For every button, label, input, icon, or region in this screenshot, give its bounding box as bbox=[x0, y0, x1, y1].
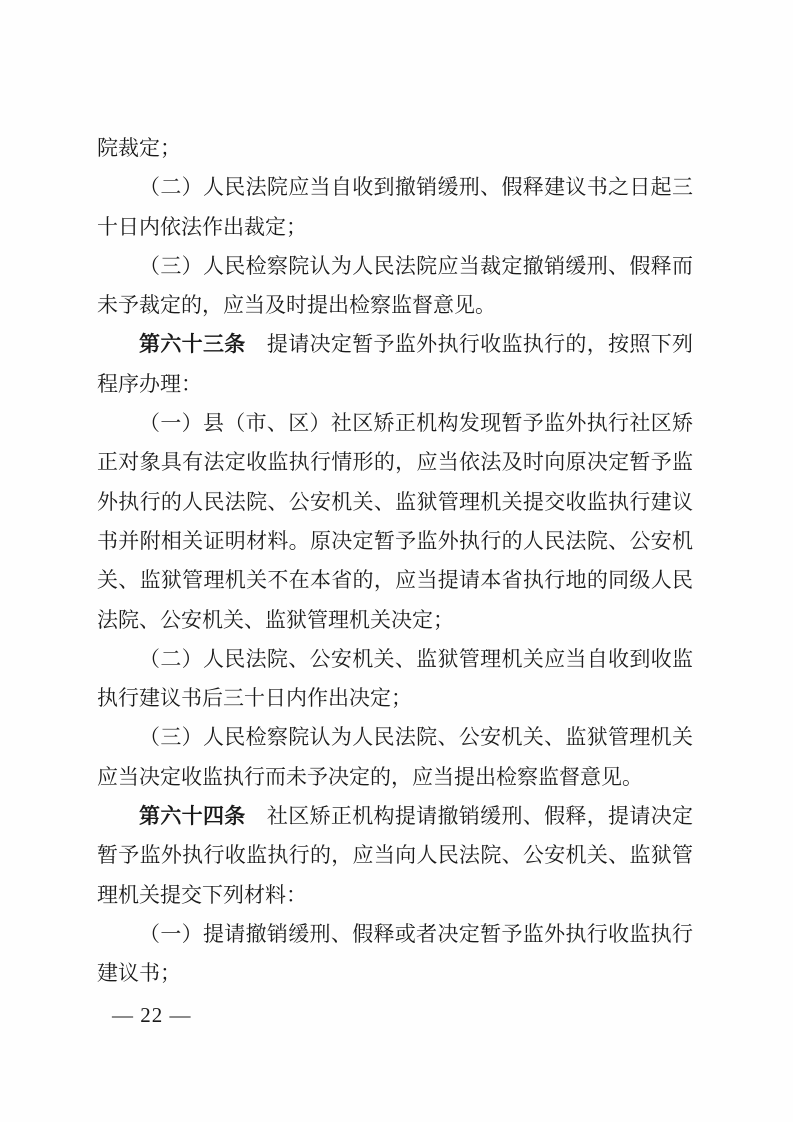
document-body bbox=[97, 129, 693, 994]
text-line: 外执行的人民法院、公安机关、监狱管理机关提交收监执行建议 bbox=[97, 489, 693, 514]
text-line: 关、监狱管理机关不在本省的，应当提请本省执行地的同级人民 bbox=[97, 568, 693, 593]
article-number: 第六十四条 bbox=[139, 805, 246, 829]
text-line: 第六十三条 提请决定暂予监外执行收监执行的，按照下列 bbox=[139, 332, 694, 357]
text-line: （一）提请撤销缓刑、假释或者决定暂予监外执行收监执行 bbox=[139, 921, 693, 946]
text-line: （一）县（市、区）社区矫正机构发现暂予监外执行社区矫 bbox=[139, 411, 693, 436]
text-line: 未予裁定的，应当及时提出检察监督意见。 bbox=[97, 293, 496, 318]
text-line: 十日内依法作出裁定； bbox=[97, 214, 307, 239]
text-line: 理机关提交下列材料： bbox=[97, 882, 307, 907]
text-line: 正对象具有法定收监执行情形的，应当依法及时向原决定暂予监 bbox=[97, 450, 693, 475]
text-line: 第六十四条 社区矫正机构提请撤销缓刑、假释，提请决定 bbox=[139, 804, 694, 829]
text-line: 暂予监外执行收监执行的，应当向人民法院、公安机关、监狱管 bbox=[97, 843, 693, 868]
text-line: （二）人民法院、公安机关、监狱管理机关应当自收到收监 bbox=[139, 646, 693, 671]
text-line: 执行建议书后三十日内作出决定； bbox=[97, 686, 412, 711]
text-line: 法院、公安机关、监狱管理机关决定； bbox=[97, 607, 454, 632]
text-line: 程序办理： bbox=[97, 371, 202, 396]
text-line: 应当决定收监执行而未予决定的，应当提出检察监督意见。 bbox=[97, 764, 643, 789]
text-line: （三）人民检察院认为人民法院应当裁定撤销缓刑、假释而 bbox=[139, 253, 693, 278]
page-number: — 22 — bbox=[112, 1003, 192, 1027]
text-line: （三）人民检察院认为人民法院、公安机关、监狱管理机关 bbox=[139, 725, 693, 750]
article-number: 第六十三条 bbox=[139, 333, 246, 357]
text-line: 院裁定； bbox=[97, 136, 181, 160]
text-line: 书并附相关证明材料。原决定暂予监外执行的人民法院、公安机 bbox=[97, 528, 693, 553]
text-line: 建议书； bbox=[97, 961, 181, 986]
text-line: （二）人民法院应当自收到撤销缓刑、假释建议书之日起三 bbox=[139, 175, 693, 200]
